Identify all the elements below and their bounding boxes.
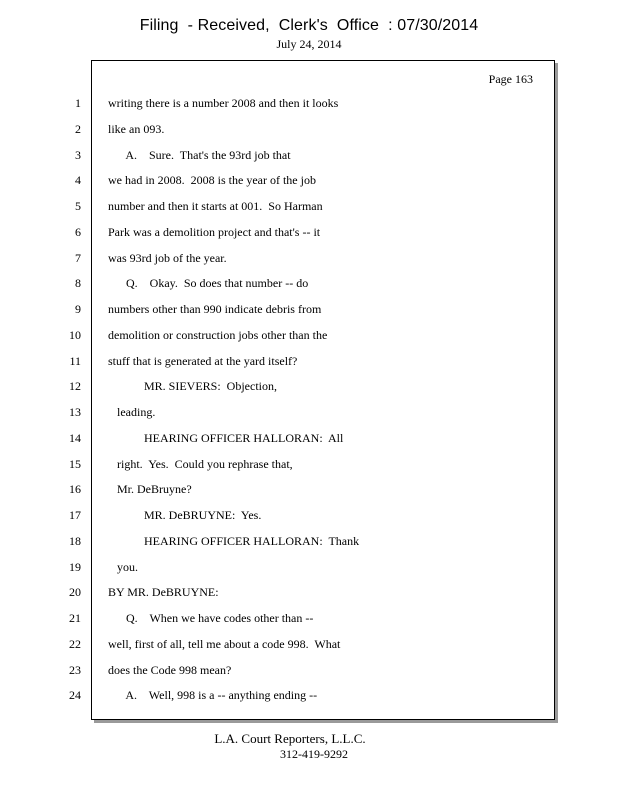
line-number: 11 xyxy=(69,353,81,368)
line-number: 22 xyxy=(69,636,81,651)
line-text: right. Yes. Could you rephrase that, xyxy=(108,456,293,471)
line-number: 1 xyxy=(75,96,81,110)
line-number: 15 xyxy=(69,456,81,471)
line-number: 6 xyxy=(75,224,81,239)
line-number: 16 xyxy=(69,482,81,497)
line-text: does the Code 998 mean? xyxy=(108,662,232,677)
transcript-page xyxy=(69,60,555,720)
line-number: 7 xyxy=(75,250,81,265)
line-number: 24 xyxy=(69,688,81,703)
line-text: A. Well, 998 is a -- anything ending -- xyxy=(108,688,318,703)
line-number: 12 xyxy=(69,379,81,394)
line-number: 19 xyxy=(69,559,81,574)
line-number: 18 xyxy=(69,533,81,548)
line-number: 14 xyxy=(69,430,81,445)
line-text: Q. When we have codes other than -- xyxy=(108,611,314,625)
line-text: well, first of all, tell me about a code 998. What xyxy=(108,636,341,651)
line-number: 5 xyxy=(75,199,81,213)
line-text: you. xyxy=(108,559,138,574)
line-number: 17 xyxy=(69,508,81,522)
line-text: writing there is a number 2008 and then it looks xyxy=(108,96,339,110)
line-text: stuff that is generated at the yard itself? xyxy=(108,353,298,368)
line-number: 23 xyxy=(69,662,81,677)
line-number: 13 xyxy=(69,405,81,419)
line-number: 3 xyxy=(75,147,81,162)
court-reporter-company: L.A. Court Reporters, L.L.C. xyxy=(214,731,366,746)
filing-stamp-header: Filing - Received, Clerk's Office : 07/30/2014 xyxy=(139,17,479,34)
line-number: 10 xyxy=(69,327,81,342)
line-text: numbers other than 990 indicate debris from xyxy=(108,302,322,316)
line-number: 4 xyxy=(75,173,81,188)
line-text: like an 093. xyxy=(108,121,165,136)
line-text: leading. xyxy=(108,405,156,419)
line-text: demolition or construction jobs other than the xyxy=(108,327,328,342)
line-text: Mr. DeBruyne? xyxy=(108,482,192,497)
line-text: we had in 2008. 2008 is the year of the job xyxy=(108,173,316,188)
line-text: MR. DeBRUYNE: Yes. xyxy=(108,508,262,522)
line-number: 20 xyxy=(69,585,81,600)
line-number: 2 xyxy=(75,121,81,136)
line-number: 9 xyxy=(75,302,81,316)
line-text: MR. SIEVERS: Objection, xyxy=(108,379,278,394)
court-reporter-phone: 312-419-9292 xyxy=(280,747,348,761)
line-text: BY MR. DeBRUYNE: xyxy=(108,585,219,600)
line-text: number and then it starts at 001. So Harman xyxy=(108,199,323,213)
line-text: HEARING OFFICER HALLORAN: All xyxy=(108,430,344,445)
line-text: A. Sure. That's the 93rd job that xyxy=(108,147,291,162)
line-number: 21 xyxy=(69,611,81,625)
line-number: 8 xyxy=(75,276,81,291)
line-text: HEARING OFFICER HALLORAN: Thank xyxy=(108,533,360,548)
line-text: was 93rd job of the year. xyxy=(108,250,227,265)
transcript-date: July 24, 2014 xyxy=(276,37,342,51)
line-text: Q. Okay. So does that number -- do xyxy=(108,276,309,291)
line-text: Park was a demolition project and that's -- it xyxy=(108,224,321,239)
page-number: Page 163 xyxy=(488,72,533,86)
